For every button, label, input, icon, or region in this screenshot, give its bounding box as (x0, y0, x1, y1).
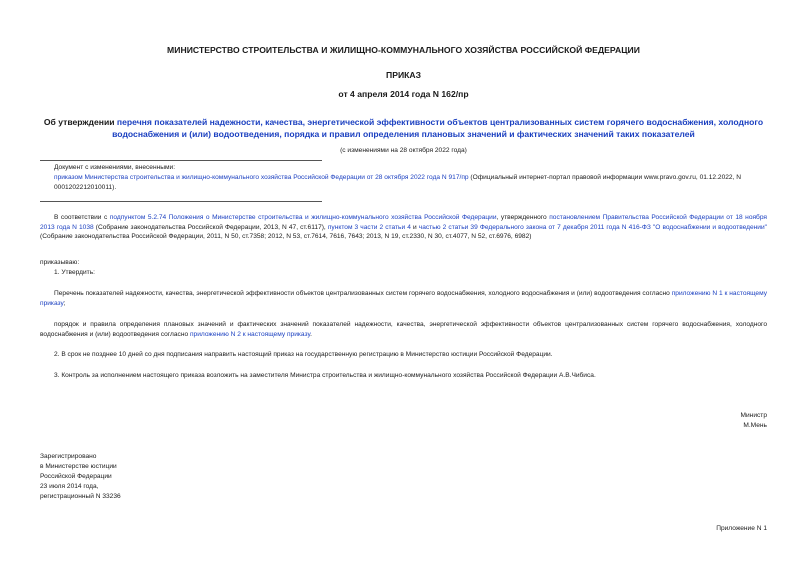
divider-top (40, 160, 322, 161)
preamble-link-law[interactable]: частью 2 статьи 39 Федерального закона от 7 декабря 2011 года N 416-ФЗ "О водоснабжении и водоотведении" (418, 223, 768, 231)
preamble-text-5: (Собрание законодательства Российской Федерации, 2011, N 50, ст.7358; 2012, N 53, ст.7614, 7616, 7643; 2013, N 19, ст.2330, N 30, ст.4077, N 52, ст.6976, 6982) (40, 233, 532, 240)
order-heading: ПРИКАЗ (386, 70, 421, 80)
item-3: 3. Контроль за исполнением настоящего приказа возложить на заместителя Министра строительства и жилищно-коммунального хозяйства Российской Федерации А.В.Чибиса. (54, 372, 596, 379)
signature-name: М.Мень (743, 422, 767, 429)
approve-item-1 (40, 289, 767, 308)
order-date: от 4 апреля 2014 года N 162/пр (338, 89, 469, 99)
registration-line-3: Российской Федерации (40, 473, 112, 480)
preamble-paragraph (40, 213, 767, 242)
approve-2-tail: . (310, 330, 312, 338)
appendix-1-link[interactable]: приложению N 1 к настоящему приказу (40, 290, 768, 307)
item-2: 2. В срок не позднее 10 дней со дня подписания направить настоящий приказ на государственную регистрацию в Министерство юстиции Российской Федерации. (54, 351, 553, 358)
preamble-text-3: (Собрание законодательства Российской Федерации, 2013, N 47, ст.6117), (93, 223, 328, 231)
title-link[interactable]: перечня показателей надежности, качества, энергетической эффективности объектов централизованных систем горячего водоснабжения, холодного водоснабжения и (или) водоотведения, порядка и правил определения плановых значений и фактических значений таких показателей (112, 117, 764, 139)
registration-line-2: в Министерстве юстиции (40, 463, 117, 470)
amendment-source: (Официальный интернет-портал правовой информации www.pravo.gov.ru, 01.12.2022, N 0001202212010011). (54, 174, 742, 191)
divider-bottom (40, 201, 322, 202)
approve-item-2 (40, 320, 767, 339)
preamble-link-clause[interactable]: пунктом 3 части 2 статьи 4 (327, 223, 411, 231)
approve-1-text: Перечень показателей надежности, качества, энергетической эффективности объектов централизованных систем горячего водоснабжения, холодного водоснабжения и (или) водоотведения согласно (54, 290, 672, 297)
preamble-text-1: В соответствии с (54, 214, 110, 221)
changes-note: (с изменениями на 28 октября 2022 года) (340, 147, 467, 154)
title-prefix: Об утверждении (43, 117, 117, 127)
amendments-label: Документ с изменениями, внесенными: (54, 164, 176, 171)
preamble-text-2: , утвержденного (496, 214, 550, 221)
order-word: приказываю: (40, 259, 80, 266)
preamble-link-resolution[interactable]: постановлением Правительства Российской Федерации от 18 ноября 2013 года N 1038 (40, 214, 767, 231)
signature-position: Министр (740, 412, 767, 419)
appendix-label: Приложение N 1 (716, 525, 767, 532)
preamble-link-regulation[interactable]: подпунктом 5.2.74 Положения о Министерстве строительства и жилищно-коммунального хозяйства Российской Федерации (109, 214, 497, 221)
document-title (40, 116, 767, 140)
item-1: 1. Утвердить: (54, 269, 95, 276)
approve-2-text: порядок и правила определения плановых значений и фактических значений показателей надежности, качества, энергетической эффективности объектов централизованных систем горячего водоснабжения, холодного водоснабжения и (или) водоотведения согласно (40, 321, 767, 338)
preamble-text-4: и (410, 223, 419, 231)
registration-line-1: Зарегистрировано (40, 453, 97, 460)
amendment-link[interactable]: приказом Министерства строительства и жилищно-коммунального хозяйства Российской Федерации от 28 октября 2022 года N 917/пр (54, 174, 469, 181)
registration-line-5: регистрационный N 33236 (40, 493, 121, 500)
appendix-2-link[interactable]: приложению N 2 к настоящему приказу (189, 330, 311, 338)
registration-line-4: 23 июля 2014 года, (40, 483, 99, 490)
amendments-text (54, 173, 767, 192)
ministry-heading: МИНИСТЕРСТВО СТРОИТЕЛЬСТВА И ЖИЛИЩНО-КОММУНАЛЬНОГО ХОЗЯЙСТВА РОССИЙСКОЙ ФЕДЕРАЦИИ (167, 45, 640, 55)
approve-1-tail: ; (63, 299, 66, 307)
